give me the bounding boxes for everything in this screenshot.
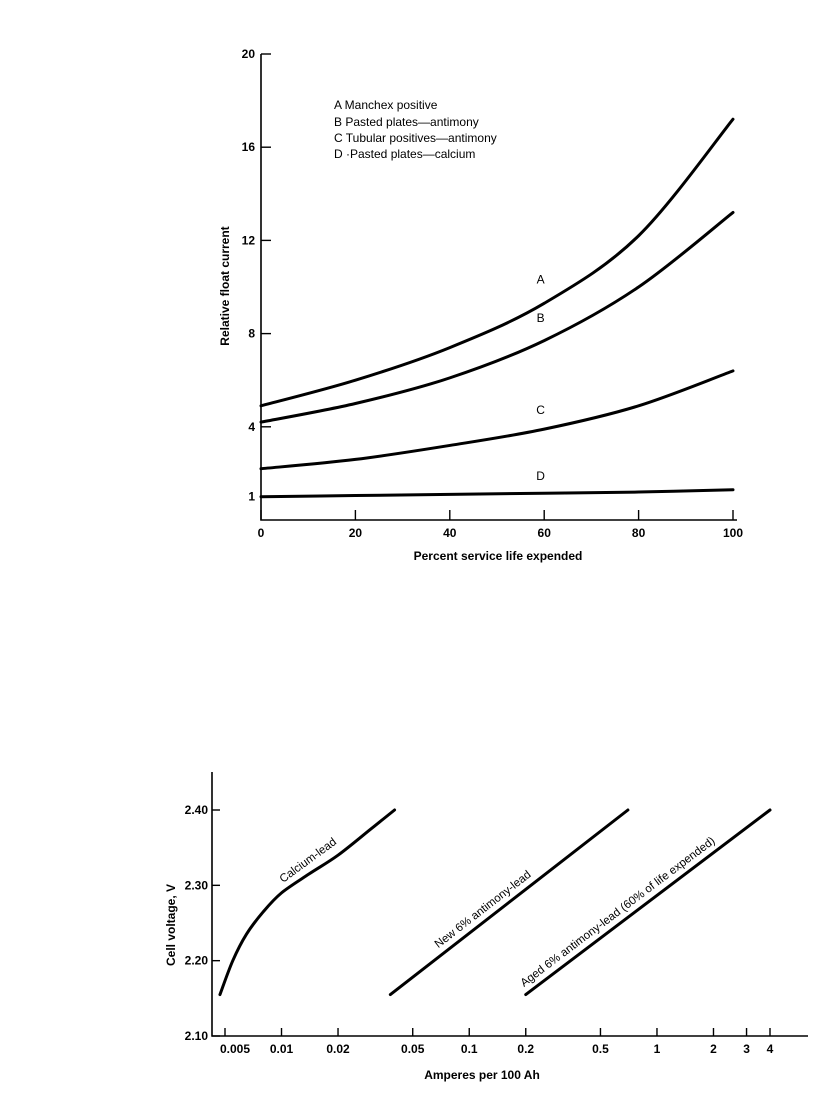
chart2-y-ticks	[185, 803, 220, 1043]
legend-entry-b: B Pasted plates—antimony	[334, 115, 479, 129]
curve-d	[261, 490, 733, 497]
float-current-chart	[218, 47, 743, 563]
chart2-x-tick-label: 0.05	[401, 1042, 425, 1056]
chart1-x-tick-label: 0	[257, 526, 265, 540]
legend-entry-c: C Tubular positives—antimony	[334, 131, 497, 145]
chart2-x-ticks	[220, 1028, 774, 1056]
chart1-y-tick-label: 8	[248, 326, 255, 341]
curve-label-new-6-antimony-lead: New 6% antimony-lead	[432, 868, 534, 951]
chart1-y-tick-label: 1	[248, 489, 255, 504]
chart1-y-tick-label: 20	[241, 47, 255, 61]
curve-new-6-antimony-lead	[390, 810, 628, 995]
chart2-y-tick-label: 2.20	[184, 953, 208, 968]
chart2-y-axis-label: Cell voltage, V	[164, 883, 178, 967]
curve-label-calcium-lead: Calcium-lead	[277, 836, 339, 886]
chart1-y-tick-label: 12	[241, 233, 255, 248]
chart2-y-tick-label: 2.40	[184, 803, 208, 817]
chart1-x-tick-label: 40	[443, 526, 457, 540]
chart1-x-tick-label: 60	[537, 526, 551, 540]
chart1-x-tick-label: 100	[722, 526, 744, 540]
chart1-x-tick-label: 80	[631, 526, 646, 540]
legend-entry-d: D ·Pasted plates—calcium	[334, 147, 476, 161]
curve-label-a: A	[536, 272, 545, 287]
chart1-axes	[261, 54, 737, 520]
chart2-x-tick-label: 1	[653, 1042, 661, 1056]
chart1-y-tick-label: 4	[248, 419, 255, 434]
chart1-x-tick-label: 20	[348, 526, 363, 540]
chart2-x-tick-label: 4	[766, 1042, 774, 1056]
chart1-legend	[334, 98, 497, 161]
curve-calcium-lead	[220, 810, 395, 995]
chart2-y-tick-label: 2.10	[184, 1029, 208, 1043]
chart2-x-tick-label: 3	[743, 1042, 750, 1056]
curve-label-c: C	[536, 402, 545, 417]
chart1-y-tick-label: 16	[241, 140, 255, 155]
chart1-y-axis-label: Relative float current	[218, 226, 232, 346]
curve-a	[261, 119, 733, 406]
chart1-x-ticks	[258, 510, 744, 540]
chart2-x-tick-label: 0.005	[219, 1042, 251, 1056]
curve-label-b: B	[536, 311, 545, 326]
chart1-y-ticks	[242, 47, 271, 504]
chart2-axes	[212, 772, 808, 1036]
chart1-x-axis-label: Percent service life expended	[413, 549, 583, 563]
chart2-x-tick-label: 0.02	[326, 1042, 350, 1056]
chart2-x-tick-label: 0.1	[460, 1042, 478, 1056]
chart2-x-tick-label: 0.01	[269, 1042, 294, 1056]
curve-aged-6-antimony-lead-60-of-life-expended	[526, 810, 770, 995]
chart2-x-tick-label: 2	[710, 1042, 717, 1056]
chart2-x-tick-label: 0.2	[517, 1042, 535, 1056]
chart1-series	[261, 119, 733, 496]
curve-label-d: D	[536, 469, 545, 484]
cell-voltage-chart	[164, 772, 808, 1082]
chart2-x-axis-label: Amperes per 100 Ah	[424, 1068, 540, 1082]
curve-b	[261, 212, 733, 422]
chart2-series	[220, 810, 770, 995]
chart2-x-tick-label: 0.5	[592, 1042, 609, 1056]
curve-label-aged-6-antimony-lead-60-of-life-expended: Aged 6% antimony-lead (60% of life expended)	[518, 835, 718, 990]
chart2-y-tick-label: 2.30	[184, 878, 208, 893]
legend-entry-a: A Manchex positive	[334, 98, 438, 112]
